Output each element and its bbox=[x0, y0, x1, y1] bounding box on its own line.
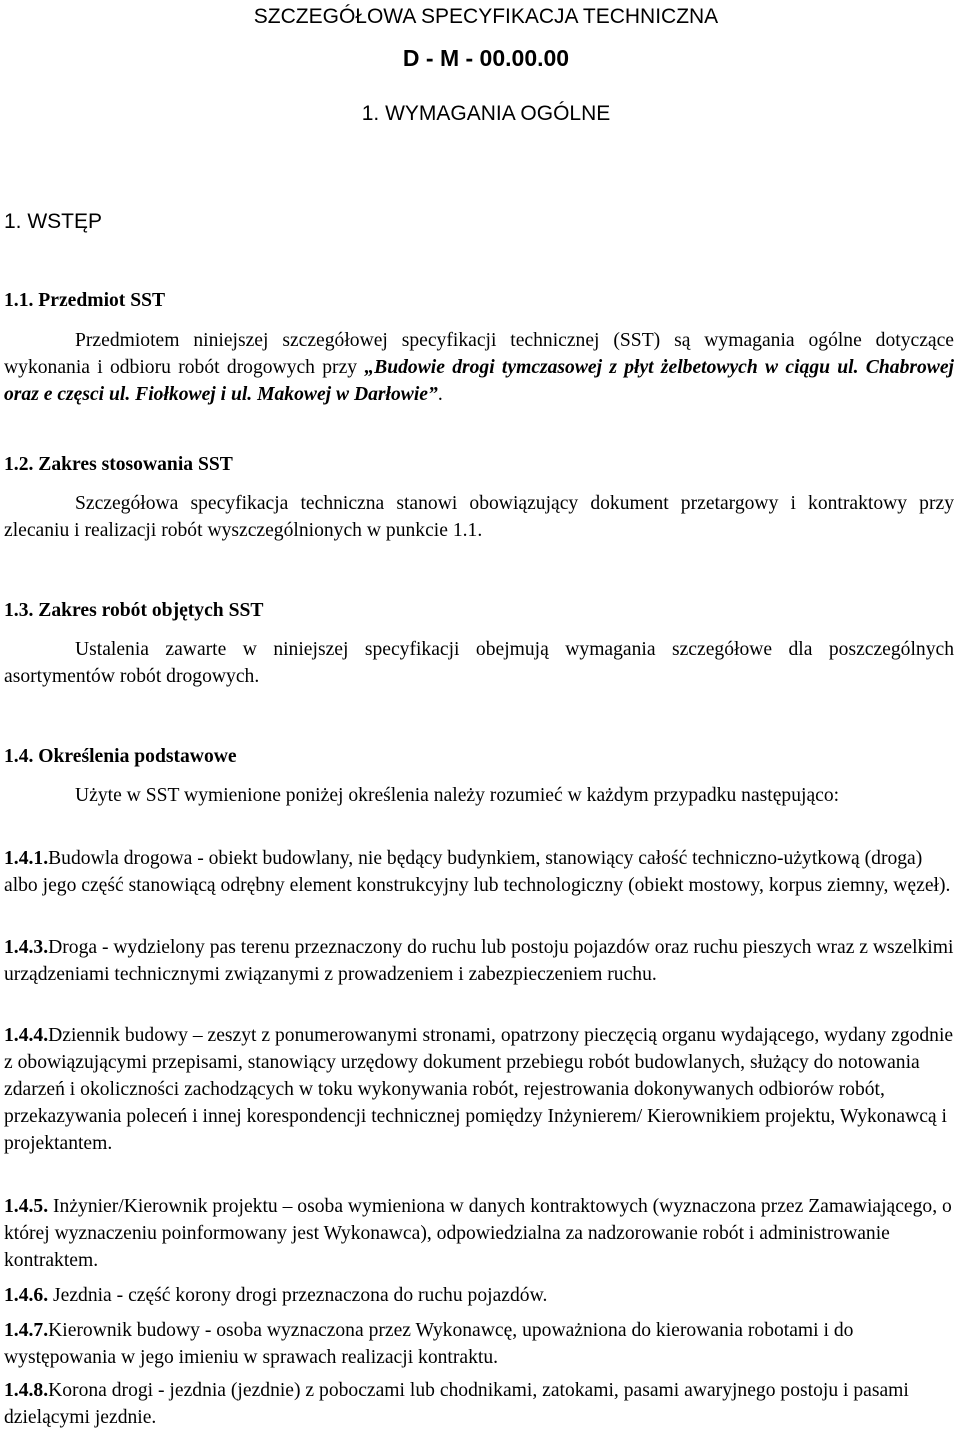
definition-number: 1.4.8. bbox=[4, 1380, 49, 1401]
definition-item bbox=[4, 1193, 954, 1274]
definition-1-4-8 bbox=[4, 1377, 954, 1431]
definition-item bbox=[4, 1317, 954, 1371]
paragraph-emphasis: „Budowie drogi tymczasowej z płyt żelbetowych w ciągu ul. Chabrowej oraz e częsci ul. Fiołkowej i ul. Makowej w Darłowie” bbox=[4, 357, 954, 405]
definition-text: Droga - wydzielony pas terenu przeznaczony do ruchu lub postoju pojazdów oraz ruchu pieszych wraz z wszelkimi urządzeniami technicznymi związanymi z prowadzeniem i zabezpieczeniem ruchu. bbox=[4, 937, 954, 985]
definition-text: Budowla drogowa - obiekt budowlany, nie będący budynkiem, stanowiący całość techniczno-użytkową (droga) albo jego część stanowiącą odrębny element konstrukcyjny lub technologiczny (obiekt mostowy, korpus ziemny, węzeł). bbox=[4, 848, 951, 896]
definition-1-4-6 bbox=[4, 1282, 954, 1309]
definition-item bbox=[4, 1022, 954, 1157]
section-1-2 bbox=[4, 451, 954, 544]
definition-number: 1.4.5. bbox=[4, 1196, 49, 1217]
paragraph-text: Przedmiotem niniejszej szczegółowej specyfikacji technicznej (SST) są wymagania ogólne dotyczące wykonania i odbioru robót drogowych przy bbox=[4, 330, 954, 378]
definition-1-4-1 bbox=[4, 845, 954, 899]
section-1-3 bbox=[4, 597, 954, 690]
definition-number: 1.4.6. bbox=[4, 1285, 49, 1306]
section-heading: 1.3. Zakres robót objętych SST bbox=[4, 600, 264, 621]
definition-item bbox=[4, 845, 954, 899]
section-paragraph: Ustalenia zawarte w niniejszej specyfikacji obejmują wymagania szczegółowe dla poszczególnych asortymentów robót drogowych. bbox=[4, 639, 954, 687]
section-paragraph: Użyte w SST wymienione poniżej określenia należy rozumieć w każdym przypadku następująco: bbox=[75, 785, 840, 806]
section-paragraph bbox=[4, 327, 954, 408]
section-heading: 1.1. Przedmiot SST bbox=[4, 290, 166, 311]
definition-text: Dziennik budowy – zeszyt z ponumerowanymi stronami, opatrzony pieczęcią organu wydającego, wydany zgodnie z obowiązującymi przepisami, stanowiący urzędowy dokument przebiegu robót budowlanych, służący do notowania zdarzeń i okoliczności zachodzących w toku wykonywania robót, rejestrowania dokonywanych odbiorów robót, przekazywania poleceń i innej korespondencji technicznej pomiędzy Inżynierem/ Kierownikiem projektu, Wykonawcą i projektantem. bbox=[4, 1025, 954, 1154]
chapter-heading: 1. WSTĘP bbox=[4, 210, 103, 233]
definition-item bbox=[4, 1282, 954, 1309]
definition-item bbox=[4, 1377, 954, 1431]
definition-1-4-3 bbox=[4, 934, 954, 988]
definition-number: 1.4.7. bbox=[4, 1320, 49, 1341]
definition-item bbox=[4, 934, 954, 988]
definition-number: 1.4.3. bbox=[4, 937, 49, 958]
document-code: D - M - 00.00.00 bbox=[402, 45, 570, 71]
section-heading: 1.4. Określenia podstawowe bbox=[4, 746, 237, 767]
definition-1-4-4 bbox=[4, 1022, 954, 1157]
definition-text: Jezdnia - część korony drogi przeznaczona do ruchu pojazdów. bbox=[53, 1285, 548, 1306]
section-1-4 bbox=[4, 743, 954, 809]
definition-text: Kierownik budowy - osoba wyznaczona przez Wykonawcę, upoważniona do kierowania robotami i do występowania w jego imieniu w sprawach realizacji kontraktu. bbox=[4, 1320, 854, 1368]
section-heading: 1.2. Zakres stosowania SST bbox=[4, 454, 233, 475]
definition-1-4-5 bbox=[4, 1193, 954, 1274]
section-1-1 bbox=[4, 287, 954, 408]
definition-1-4-7 bbox=[4, 1317, 954, 1371]
paragraph-end: . bbox=[437, 384, 443, 405]
definition-text: Korona drogi - jezdnia (jezdnie) z poboczami lub chodnikami, zatokami, pasami awaryjnego postoju i pasami dzielącymi jezdnie. bbox=[4, 1380, 909, 1428]
definition-number: 1.4.4. bbox=[4, 1025, 49, 1046]
document-title: SZCZEGÓŁOWA SPECYFIKACJA TECHNICZNA bbox=[253, 5, 719, 28]
section-paragraph: Szczegółowa specyfikacja techniczna stanowi obowiązujący dokument przetargowy i kontraktowy przy zlecaniu i realizacji robót wyszczególnionych w punkcie 1.1. bbox=[4, 493, 954, 541]
part-heading: 1. WYMAGANIA OGÓLNE bbox=[361, 102, 611, 125]
definition-number: 1.4.1. bbox=[4, 848, 49, 869]
definition-text: Inżynier/Kierownik projektu – osoba wymieniona w danych kontraktowych (wyznaczona przez Zamawiającego, o której wyznaczeniu poinformowany jest Wykonawca), odpowiedzialna za nadzorowanie robót i administrowanie kontraktem. bbox=[4, 1196, 952, 1271]
